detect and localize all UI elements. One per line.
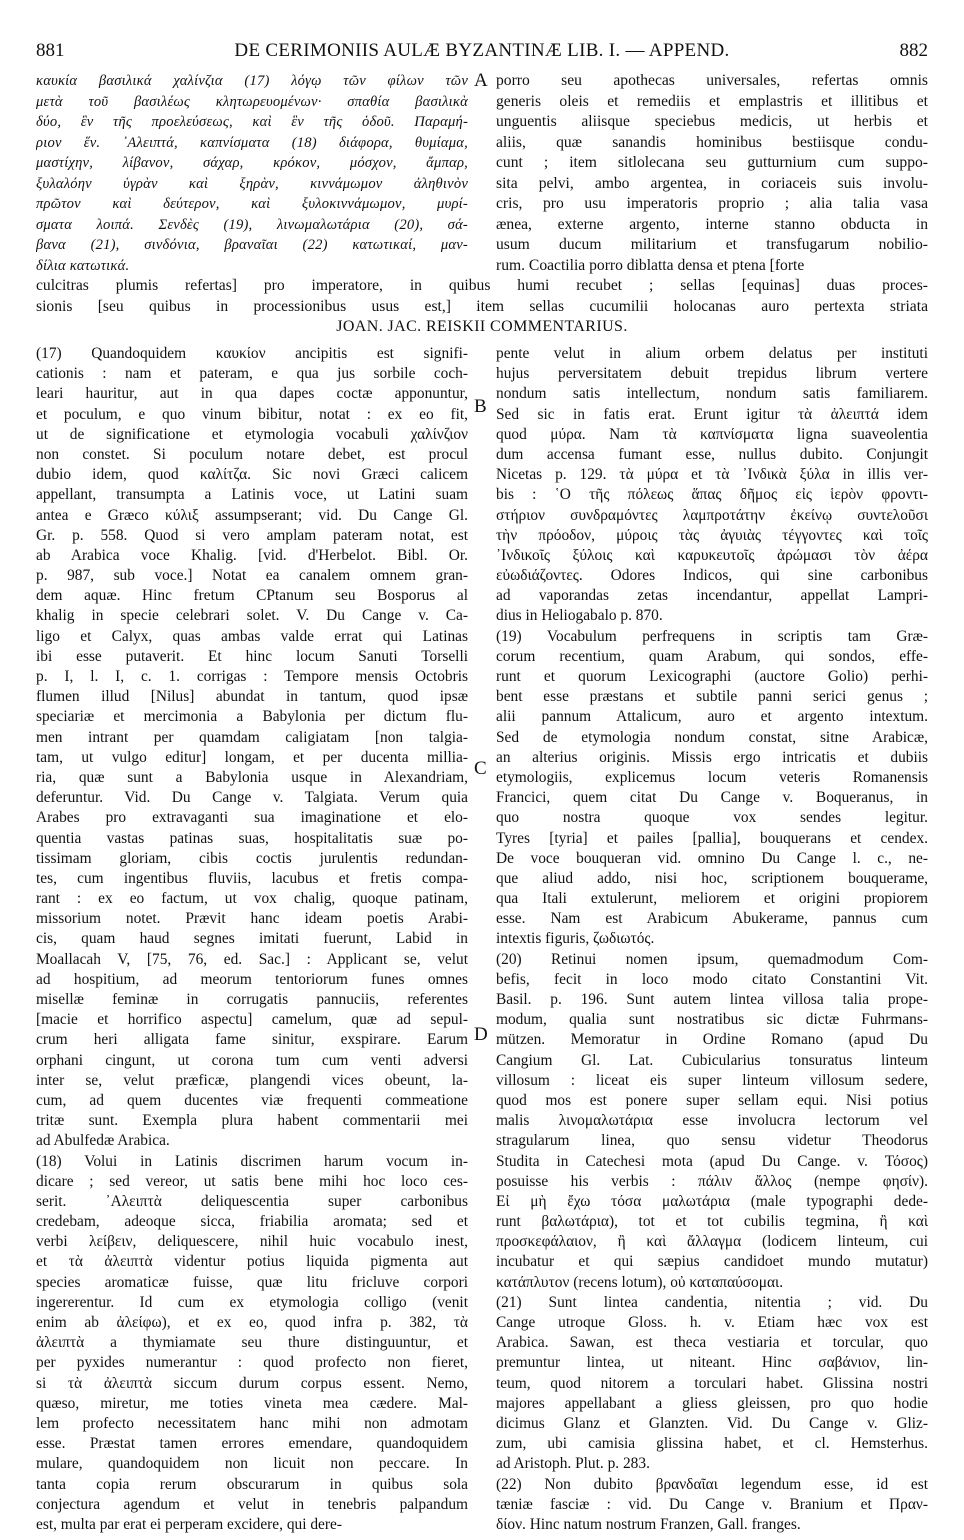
right-col-line: Studita in Catechesi mota (apud Du Cange. v. Τόσος): [496, 1152, 928, 1170]
left-col-line: et poculum, e quo vinum bibitur, notat : ex eo fit,: [36, 405, 468, 423]
top-latin-line: rum. Coactilia porro diblatta densa et ptena [forte: [496, 256, 805, 274]
left-col-line: flumen illud [Nilus] abundat in tantum, quod ipsæ: [36, 688, 468, 706]
top-greek-line: ριον ἕν. ᾿Αλειπτά, καπνίσματα (18) διάφορα, θυμίαμα,: [36, 134, 468, 151]
left-col-line: tes, cum ingentibus fluviis, lacubus et fretis compa-: [36, 869, 468, 887]
latin-translation-column: [496, 71, 928, 276]
right-col-line: κατάπλυτον (recens lotum), οὐ καταπαύσομαι.: [496, 1273, 784, 1291]
top-latin-line: aliis, quæ sanandis hominibus bestiisque condu-: [496, 133, 928, 151]
left-col-line: p. I, l. I, c. 1. corrigas : Tempore mensis Octobris: [36, 668, 468, 685]
right-col-line: modum, qualia sunt nostratibus sic dictæ Fuhrmans-: [496, 1011, 928, 1029]
left-col-line: ἀλειπτὰ a thymiamate seu thure distinguuntur, et: [36, 1334, 468, 1352]
left-col-line: missorium notet. Prævit hanc ideam poetis Arabi-: [36, 910, 468, 928]
top-greek-line: μετὰ τοῦ βασιλέως κλητωρευομένων· σπαθία βασιλικὰ: [36, 93, 468, 110]
left-col-line: ligo et Calyx, quas ambas valde errat qui Latinas: [36, 627, 468, 645]
top-greek-line: βανα (21), σινδόνια, βραναῖαι (22) κατωτικαί, μαν-: [36, 237, 468, 253]
right-col-line: δίον. Hinc natum nostrum Franzen, Gall. franges.: [496, 1515, 801, 1533]
right-col-line: προσκεφάλαιον, ἢ καὶ ἄλλαγμα (lodicem linteum, cui: [496, 1233, 928, 1251]
right-col-line: tæniæ fasciæ : vid. Du Cange v. Branium et Πραν-: [496, 1495, 928, 1513]
right-col-line: Cangium Gl. Lat. Cubicularius tonsuratus linteum: [496, 1051, 928, 1069]
right-col-line: quod mos est ponere super sellam equi. Nisi potius: [496, 1091, 928, 1109]
left-col-line: lem profecto necessitatem hanc mihi non admotam: [36, 1414, 468, 1432]
right-col-line: runt et quorum Lexicographi (auctore Golio) perhi-: [496, 668, 928, 685]
left-col-line: si τὰ ἀλειπτὰ siccum durum corpus essent. Nemo,: [36, 1374, 468, 1392]
left-col-line: Gr. p. 558. Quod si vero amplam pateram notat, est: [36, 526, 468, 544]
running-header: [0, 40, 964, 66]
right-col-line: qua Itali extulerunt, meliorem et origini propiorem: [496, 890, 928, 908]
greek-text-column: [36, 71, 468, 276]
right-col-line: τὴν πρόοδον, μύροις τὰς ἀγυιὰς τέγγοντες καὶ τοῖς: [496, 526, 928, 544]
right-col-line: zum, ubi camisia glissina habet, et cl. Hemsterhus.: [496, 1435, 928, 1453]
left-col-line: appellant, transumpta a Latinis voce, ut Latini suam: [36, 486, 468, 504]
margin-marker-d: D: [474, 1024, 488, 1045]
right-col-line: mützen. Memoratur in Ordine Romano (apud Du: [496, 1031, 928, 1049]
left-col-line: ab Arabica voce Khalig. [vid. d'Herbelot. Bibl. Or.: [36, 546, 468, 564]
left-col-line: dem aquæ. Hinc fretum CPtanum seu Bosporus al: [36, 587, 468, 605]
left-col-line: tanta copia rerum obscurarum in quibus sola: [36, 1475, 468, 1493]
left-col-line: cationis : nam et pateram, e qua jus sorbile coch-: [36, 365, 468, 383]
left-col-line: ad hospitium, ad meorum tentoriorum funes omnes: [36, 970, 468, 988]
right-col-line: posuisse his verbis : πάλιν ἄλλος (nempe φησίν).: [496, 1172, 928, 1190]
top-greek-line: σματα λοιπά. Σενδὲς (19), λινωμαλωτάρια (20), σά-: [36, 216, 468, 233]
right-col-line: befis, fecit in loco modo citato Constantini Vit.: [496, 970, 928, 988]
right-col-line: villosum : liceat eis super linteum villosum sedere,: [496, 1071, 928, 1089]
right-col-line: hujus perversitatem debuit trepidus librum vertere: [496, 365, 928, 383]
right-col-line: quod μύρα. Nam τὰ καπνίσματα ligna suaveolentia: [496, 425, 928, 443]
left-col-line: rant : ex eo factum, ut vox chalig, quoque patinam,: [36, 890, 468, 908]
right-col-line: quo nostra quoque vox sendes legitur.: [496, 809, 928, 827]
left-col-line: credebam, adeoque sicca, friabilia aromata; sed et: [36, 1213, 468, 1231]
commentary-right-column: [496, 344, 928, 1535]
left-col-line: esse. Præstat tamen errores emendare, quandoquidem: [36, 1435, 468, 1453]
top-latin-line: unguentis aliisque speciebus medicis, ut herbis et: [496, 113, 928, 130]
top-latin-line: generis oleis et remediis et emplastris et illitibus et: [496, 92, 928, 110]
right-col-line: Nicetas p. 129. τὰ μύρα et τὰ ᾿Ινδικὰ ξύλα in illis ver-: [496, 466, 928, 484]
left-col-line: enim ab ἀλείφω), et ex eo, quod infra p. 382, τὰ: [36, 1314, 468, 1331]
top-latin-line: usum ducum militarium et transfugarum nobilio-: [496, 236, 928, 253]
top-greek-line: ξυλαλόην ὑγρὰν καὶ ξηρὰν, κιννάμωμον ἀληθινὸν: [36, 175, 468, 192]
right-col-line: dicimus Glanz et Glanzten. Vid. Du Cange v. Gliz-: [496, 1414, 928, 1432]
left-col-line: serit. ᾿Αλειπτὰ deliquescentia super carbonibus: [36, 1192, 468, 1210]
right-col-line: corum recentium, quam Arabum, qui sondos, effe-: [496, 647, 928, 665]
left-col-line: inter se, velut præficæ, plangendi vices obeunt, la-: [36, 1071, 468, 1089]
right-col-line: (20) Retinui nomen ipsum, quemadmodum Com-: [496, 950, 928, 968]
top-latin-line: ænea, externe argento, interne stanno obducta in: [496, 215, 928, 233]
margin-marker-c: C: [474, 758, 487, 779]
left-col-line: [macie et horrifico aspectu] camelum, quæ ad sepul-: [36, 1011, 468, 1029]
right-col-line: (19) Vocabulum perfrequens in scriptis tam Græ-: [496, 627, 928, 645]
right-col-line: (21) Sunt lintea candentia, nitentia ; vid. Du: [496, 1293, 928, 1311]
left-col-line: tissimam gloriam, cibis coctis jurulentis redundan-: [36, 849, 468, 867]
right-col-line: Sed de etymologia nondum constat, sitne Arabicæ,: [496, 728, 928, 746]
latin-full-width-continuation: [36, 276, 928, 317]
left-col-line: (17) Quandoquidem καυκίον ancipitis est signifi-: [36, 345, 468, 362]
right-col-line: Basil. p. 196. Sunt autem lintea villosa talia prope-: [496, 991, 928, 1008]
right-col-line: stragularum linea, quo sensu videtur Theodorus: [496, 1132, 928, 1150]
left-col-line: Moallacah V, [75, 76, ed. Sac.] : Applicant se, velut: [36, 950, 468, 968]
top-greek-line: δίλια κατωτικά.: [36, 257, 130, 274]
commentary-title: JOAN. JAC. REISKII COMMENTARIUS.: [336, 318, 628, 335]
left-col-line: species aromaticæ fuisse, quæ litu fricluve corpori: [36, 1273, 468, 1291]
page-number-left: 881: [36, 40, 65, 61]
left-col-line: ad Abulfedæ Arabica.: [36, 1132, 170, 1150]
page-number-right: 882: [899, 40, 928, 61]
left-col-line: cis, quam haud segnes imitati fuerunt, Labid in: [36, 930, 468, 948]
left-col-line: dicare ; sed vereor, ut satis bene mihi hoc loco ces-: [36, 1172, 468, 1190]
right-col-line: runt βαλωτάρια), tot et tot cubilis tegmina, ἢ καὶ: [496, 1213, 928, 1231]
left-col-line: deferuntur. Vid. Du Cange v. Talgiata. Verum quia: [36, 789, 468, 807]
right-col-line: premuntur lintea, ut niteant. Hinc σαβάνιον, lin-: [496, 1354, 928, 1372]
left-col-line: khalig in specie celebrari solet. V. Du Cange v. Ca-: [36, 607, 468, 625]
commentary-left-column: [36, 344, 468, 1535]
left-col-line: verbi λείβειν, deliquescere, nihil huic vocabulo inest,: [36, 1233, 468, 1251]
right-col-line: ᾿Ινδικοῖς ξύλοις καὶ καρυκευτοῖς ἀρώμασι τὸν ἀέρα: [496, 546, 928, 564]
left-col-line: p. 987, sub voce.] Notat ea canalem omnem gran-: [36, 567, 468, 585]
left-col-line: dubio idem, quod καλίτζα. Sic novi Græci calicem: [36, 466, 468, 484]
left-col-line: men intrant per quamdam caligiatam [non talgia-: [36, 728, 468, 746]
right-col-line: teum, quod nitorem a torculari habet. Glissina nostri: [496, 1374, 928, 1392]
left-col-line: leari hauritur, aut in qua dapes coctæ apponuntur,: [36, 385, 468, 403]
right-col-line: bent esse præstans et subtile panni serici genus ;: [496, 688, 928, 706]
right-col-line: malis λινομαλωτάρια esse involucra lectorum vel: [496, 1112, 928, 1130]
right-col-line: dum accensa fumant esse, nullus dubito. Conjungit: [496, 445, 928, 463]
left-col-line: tritæ sunt. Exempla plura habent commentarii mei: [36, 1112, 468, 1130]
left-col-line: orphani cingunt, ut corona tum cum venti adversi: [36, 1051, 468, 1069]
top-latin-line: cris, pro usu imperatoris proprio ; alia talia vasa: [496, 195, 928, 212]
right-col-line: De voce bouqueran vid. omnino Du Cange l. c., ne-: [496, 849, 928, 867]
left-col-line: est, multa par erat ei perperam excidere, qui dere-: [36, 1515, 342, 1533]
left-col-line: ibi esse putaverit. Et hinc locum Sanuti Torselli: [36, 647, 468, 665]
left-col-line: (18) Volui in Latinis discrimen harum vocum in-: [36, 1152, 468, 1170]
top-full-line: sionis [seu quibus in processionibus usus est,] item sellas cucumilii holocanas auro pertexta striata: [36, 297, 928, 315]
left-col-line: misellæ feminæ in corrugatis pannuciis, referentes: [36, 991, 468, 1008]
right-col-line: intextis figuris, ζωδιωτός.: [496, 930, 655, 948]
left-col-line: quæso, miretur, me toties vineta mea cædere. Mal-: [36, 1394, 468, 1412]
right-col-line: Sed sic in fatis erat. Erunt igitur τὰ ἀλειπτά idem: [496, 405, 928, 423]
right-col-line: Francici, quem citat Du Cange v. Boqueranus, in: [496, 789, 928, 807]
right-col-line: Tyres [tyria] et pailes [pallia], bouquerans et cendex.: [496, 829, 928, 847]
left-col-line: non constet. Si poculum notare debet, est procul: [36, 445, 468, 463]
right-col-line: Arabica. Sawan, est theca vestiaria et torcular, quo: [496, 1334, 928, 1352]
left-col-line: per pyxides numerantur : quod profecto non fieret,: [36, 1354, 468, 1372]
left-col-line: conjectura agendum et velut in tenebris palpandum: [36, 1495, 468, 1513]
left-col-line: ingererentur. Id cum ex etymologia colligo (venit: [36, 1293, 468, 1311]
left-col-line: crum heri alligata fame sinitur, exspirare. Earum: [36, 1031, 468, 1049]
top-full-line: culcitras plumis refertas] pro imperatore, in quibus humi recubet ; sellas [equinas] duas proces-: [36, 277, 928, 294]
top-latin-line: cunt ; item sitlolecana seu gutturnium cum suppo-: [496, 154, 928, 171]
right-col-line: bis : ῾Ο τῆς πόλεως ἅπας δῆμος εἰς ἱερὸν φροντι-: [496, 486, 928, 504]
right-col-line: esse. Nam est Arabicum Abukerame, pannus cum: [496, 910, 928, 928]
margin-marker-a: A: [474, 70, 488, 91]
right-col-line: στήριον συνδραμόντες λαμπροτάτην ἐκείνῳ συντελοῦσι: [496, 506, 928, 524]
top-greek-line: μαστίχην, λίβανον, σάχαρ, κρόκον, μόσχον, ἄμπαρ,: [36, 155, 468, 171]
top-latin-line: sita pelvi, ambo argentea, in coriaceis suis involu-: [496, 174, 928, 192]
right-col-line: an alterius originis. Missis ergo intricatis et dubiis: [496, 748, 928, 766]
right-col-line: Εἰ μὴ ἔχω τόσα μαλωτάρια (male typographi dede-: [496, 1192, 928, 1210]
left-col-line: antea e Græco κύλιξ assumpserant; vid. Du Cange Gl.: [36, 506, 468, 524]
top-greek-line: πρῶτον καὶ δεύτερον, καὶ ξυλοκιννάμωμον, μυρί-: [36, 196, 468, 212]
right-col-line: que aliud addo, nisi hoc, scriptionem bouquerame,: [496, 869, 928, 887]
top-greek-line: δύο, ἓν τῆς προελεύσεως, καὶ ἓν τῆς ὁδοῦ. Παραμή-: [36, 114, 468, 130]
running-title: DE CERIMONIIS AULÆ BYZANTINÆ LIB. I. — APPEND.: [234, 40, 730, 61]
left-col-line: mulare, quandoquidem non licuit non peccare. In: [36, 1455, 468, 1473]
right-col-line: incubatur et qui sæpius candidoet mundo mutatur): [496, 1253, 928, 1271]
top-greek-line: καυκία βασιλικά χαλίνζια (17) λόγῳ τῶν φίλων τῶν: [36, 73, 468, 89]
left-col-line: et τὰ ἀλειπτὰ videntur potius liquida pigmenta aut: [36, 1253, 468, 1271]
right-col-line: alii pannum Attalicum, auro et argento intextum.: [496, 708, 928, 726]
right-col-line: ad vaporandas zetas incendantur, appellat Lampri-: [496, 587, 928, 605]
right-col-line: dius in Heliogabalo p. 870.: [496, 607, 663, 625]
left-col-line: ria, quæ sunt a Babylonia usque in Alexandriam,: [36, 768, 468, 786]
left-col-line: quentia vastas patinas suas, hospitalitatis suæ po-: [36, 829, 468, 847]
left-col-line: cum, ad quem ducentes viæ frequenti commeatione: [36, 1091, 468, 1109]
right-col-line: ad Aristoph. Plut. p. 283.: [496, 1455, 650, 1473]
left-col-line: tam, ut vulgo editur] longam, et per ducenta millia-: [36, 748, 468, 766]
right-col-line: εὐωδιάζοντες. Odores Indicos, qui sine carbonibus: [496, 567, 928, 585]
left-col-line: Arabes pro extravaganti sua imaginatione et elo-: [36, 809, 468, 827]
right-col-line: Cange utroque Gloss. h. v. Etiam hæc vox est: [496, 1314, 928, 1331]
right-col-line: pente velut in alium orbem delatus per instituti: [496, 345, 928, 362]
right-col-line: etymologiis, explicemus locum veteris Romanensis: [496, 768, 928, 786]
margin-marker-b: B: [474, 396, 487, 417]
right-col-line: nondum satis intellectum, nondum satis familiarem.: [496, 385, 928, 403]
top-latin-line: porro seu apothecas universales, refertas omnis: [496, 72, 928, 89]
right-col-line: majores appellabant a gliess gleissen, pro quo hodie: [496, 1394, 928, 1412]
left-col-line: ut de significatione et etymologia vocabuli χαλίνζιον: [36, 425, 468, 443]
left-col-line: speciariæ et mercimonia a Babylonia per dictum flu-: [36, 708, 468, 726]
right-col-line: (22) Non dubito βρανδαῖαι legendum esse, id est: [496, 1475, 928, 1493]
